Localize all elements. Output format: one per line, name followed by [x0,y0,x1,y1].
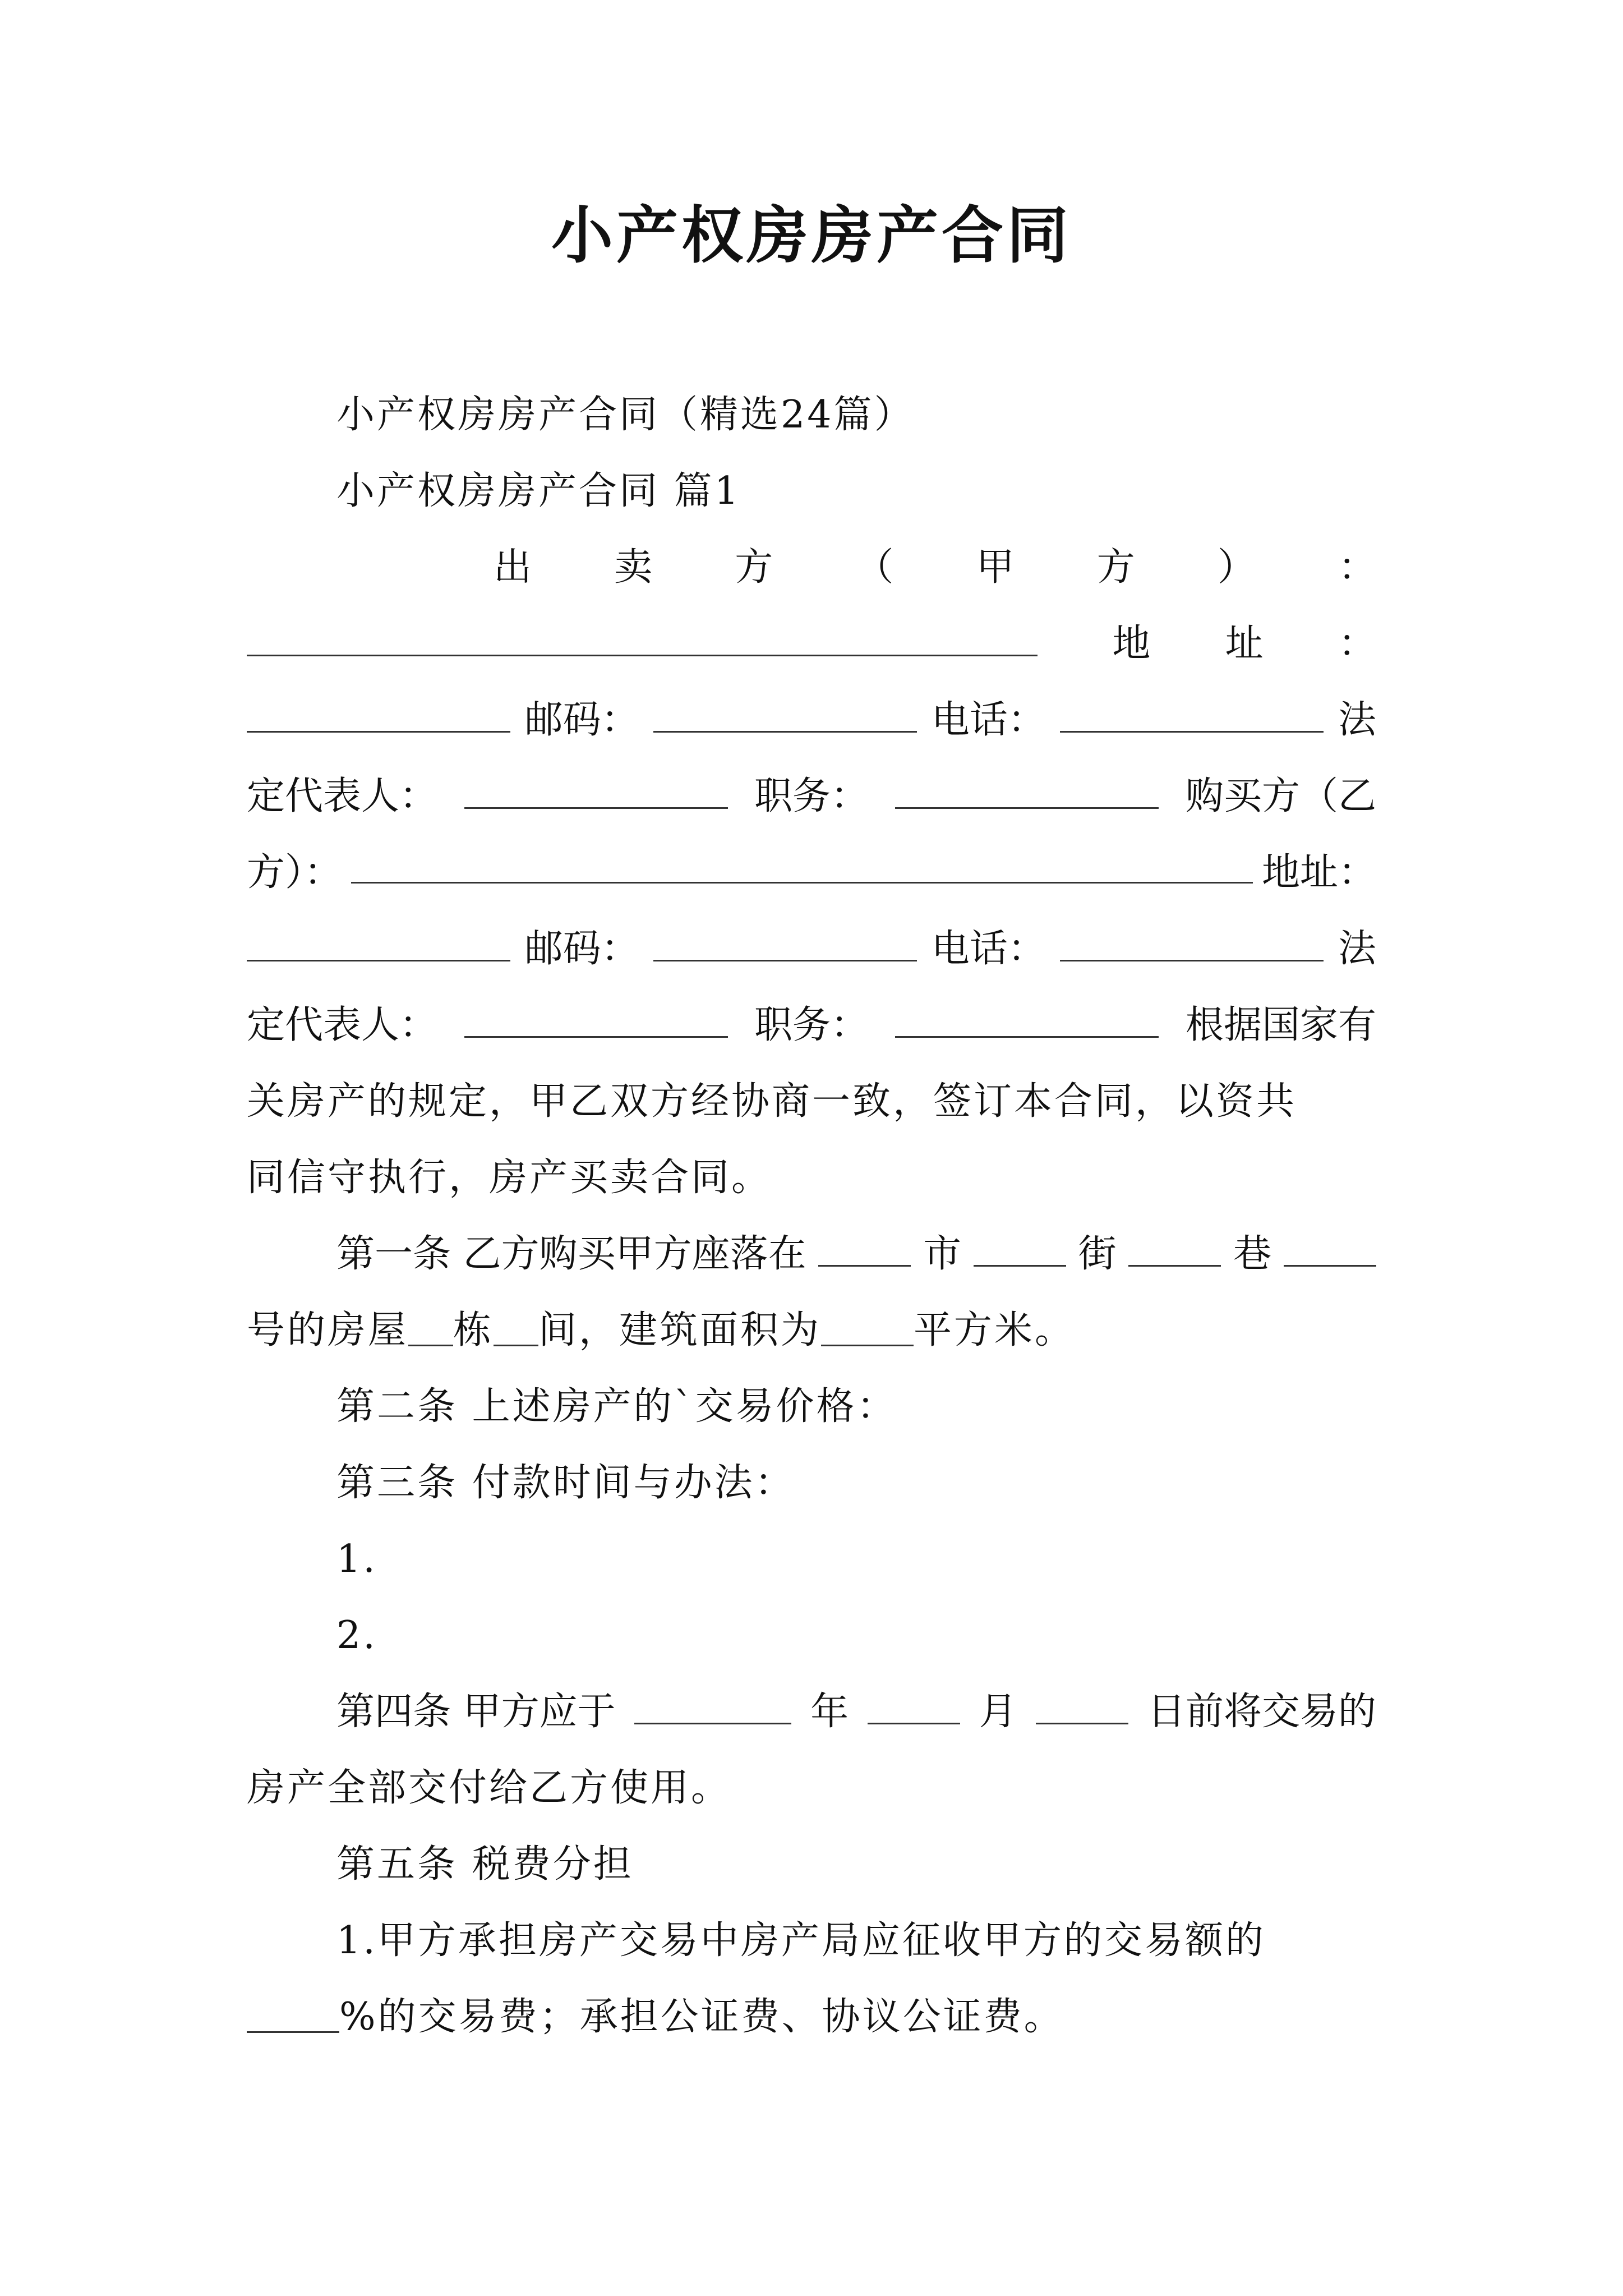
address-colon: ： [1338,622,1376,666]
buyer-address-blank [247,923,510,961]
article-1-building: 栋 [453,1308,494,1352]
seller-label [494,540,1376,596]
basis-text: 同信守执行，房产买卖合同。 [247,1156,772,1200]
article-1-text: 第一条 乙方购买甲方座落在 [336,1232,806,1276]
article-1-city: 市 [923,1232,962,1276]
seller-char: ） [1217,545,1256,590]
area-blank [821,1308,914,1346]
postcode-label: 邮码： [524,927,639,971]
position-label: 职务： [754,774,869,818]
article-3-text: 第三条 付款时间与办法： [336,1461,795,1505]
article-3 [336,1455,1376,1511]
basis-text: 关房产的规定，甲乙双方经协商一致，签订本合同，以资共 [247,1079,1297,1124]
article-4-year: 年 [810,1690,849,1734]
legal-char: 法 [1338,927,1376,971]
room-blank [494,1308,538,1346]
building-blank [408,1308,453,1346]
article-1-line-2 [247,1303,1376,1359]
city-blank [818,1228,911,1267]
article-4-month: 月 [979,1690,1017,1734]
article-5-item-1-cont [247,1989,1376,2045]
seller-postcode-blank [653,694,917,733]
article-3-item-1 [336,1531,1376,1588]
article-1-text: 号的房屋 [247,1308,409,1352]
buyer-postcode-blank [653,923,917,961]
article-2-text: 第二条 上述房产的`交易价格： [336,1384,897,1429]
seller-char: 出 [494,545,532,590]
article-4-line-1 [336,1684,1376,1740]
article-4-day: 日前将交易的 [1147,1690,1376,1734]
seller-phone-blank [1060,694,1324,733]
article-4-text: 房产全部交付给乙方使用。 [247,1766,732,1810]
article-1-unit: 平方米。 [914,1308,1076,1352]
seller-char: 甲 [976,545,1015,590]
article-4-text: 第四条 甲方应于 [336,1690,616,1734]
address-char: 址 [1299,850,1338,895]
street-blank [974,1228,1066,1267]
legal-rep-label: 定代表人： [247,1003,438,1047]
legal-char: 法 [1338,698,1376,742]
item-number: 2. [336,1613,377,1658]
item-number: 1. [336,1537,377,1581]
article-1-street: 街 [1078,1232,1117,1276]
subtitle-text: 小产权房房产合同（精选24篇） [336,393,915,437]
article-4-line-2 [247,1760,1376,1816]
article-1-line-1 [336,1226,1376,1282]
address-char: 址 [1225,622,1264,666]
day-blank [1036,1686,1128,1724]
basis-line-3 [247,1150,1376,1206]
address-char: 地 [1112,622,1151,666]
year-blank [634,1686,791,1724]
buyer-contact-line [247,921,1376,977]
buyer-address-line [247,845,1376,901]
phone-label: 电话： [931,698,1046,742]
seller-address-blank [247,694,510,733]
buyer-rep-line [247,997,1376,1053]
seller-char: 方 [735,545,773,590]
buyer-label-cont: 方）： [247,850,343,895]
postcode-label: 邮码： [524,698,639,742]
article-5-item-text: 1.甲方承担房产交易中房产局应征收甲方的交易额的 [336,1918,1266,1963]
section-heading-text: 小产权房房产合同 篇1 [336,469,741,513]
document-title: 小产权房房产合同 [551,199,1072,272]
seller-contact-line [247,692,1376,748]
buyer-phone-blank [1060,923,1324,961]
seller-position-blank [895,770,1159,809]
buyer-rep-blank [464,999,728,1038]
number-blank [1284,1228,1376,1267]
seller-char: 方 [1096,545,1135,590]
article-5 [336,1837,1376,1893]
buyer-position-blank [895,999,1159,1038]
seller-rep-blank [464,770,728,809]
article-3-item-2 [336,1608,1376,1664]
month-blank [868,1686,960,1724]
article-5-text: 第五条 税费分担 [336,1842,634,1887]
document-subtitle [336,387,1376,443]
position-label: 职务： [754,1003,869,1047]
buyer-label: 购买方（乙 [1185,774,1376,818]
buyer-name-blank [351,845,1253,884]
seller-name-blank [247,618,1038,656]
section-heading [336,463,1376,519]
address-char: 地 [1261,850,1300,895]
basis-line-2 [247,1074,1376,1130]
seller-char: （ [855,545,894,590]
lane-blank [1128,1228,1221,1267]
seller-char: ： [1338,545,1376,590]
basis-text-start: 根据国家有 [1185,1003,1376,1047]
article-5-item-1 [336,1913,1376,1969]
seller-char: 卖 [614,545,653,590]
address-colon: ： [1338,850,1376,895]
article-1-lane: 巷 [1233,1232,1272,1276]
legal-rep-label: 定代表人： [247,774,438,818]
article-1-area: 间，建筑面积为 [538,1308,822,1352]
phone-label: 电话： [931,927,1046,971]
article-5-item-text: %的交易费；承担公证费、协议公证费。 [339,1995,1064,2039]
seller-rep-line [247,769,1376,825]
percent-blank [247,1994,339,2033]
article-2 [336,1379,1376,1435]
seller-address-line [247,616,1376,672]
